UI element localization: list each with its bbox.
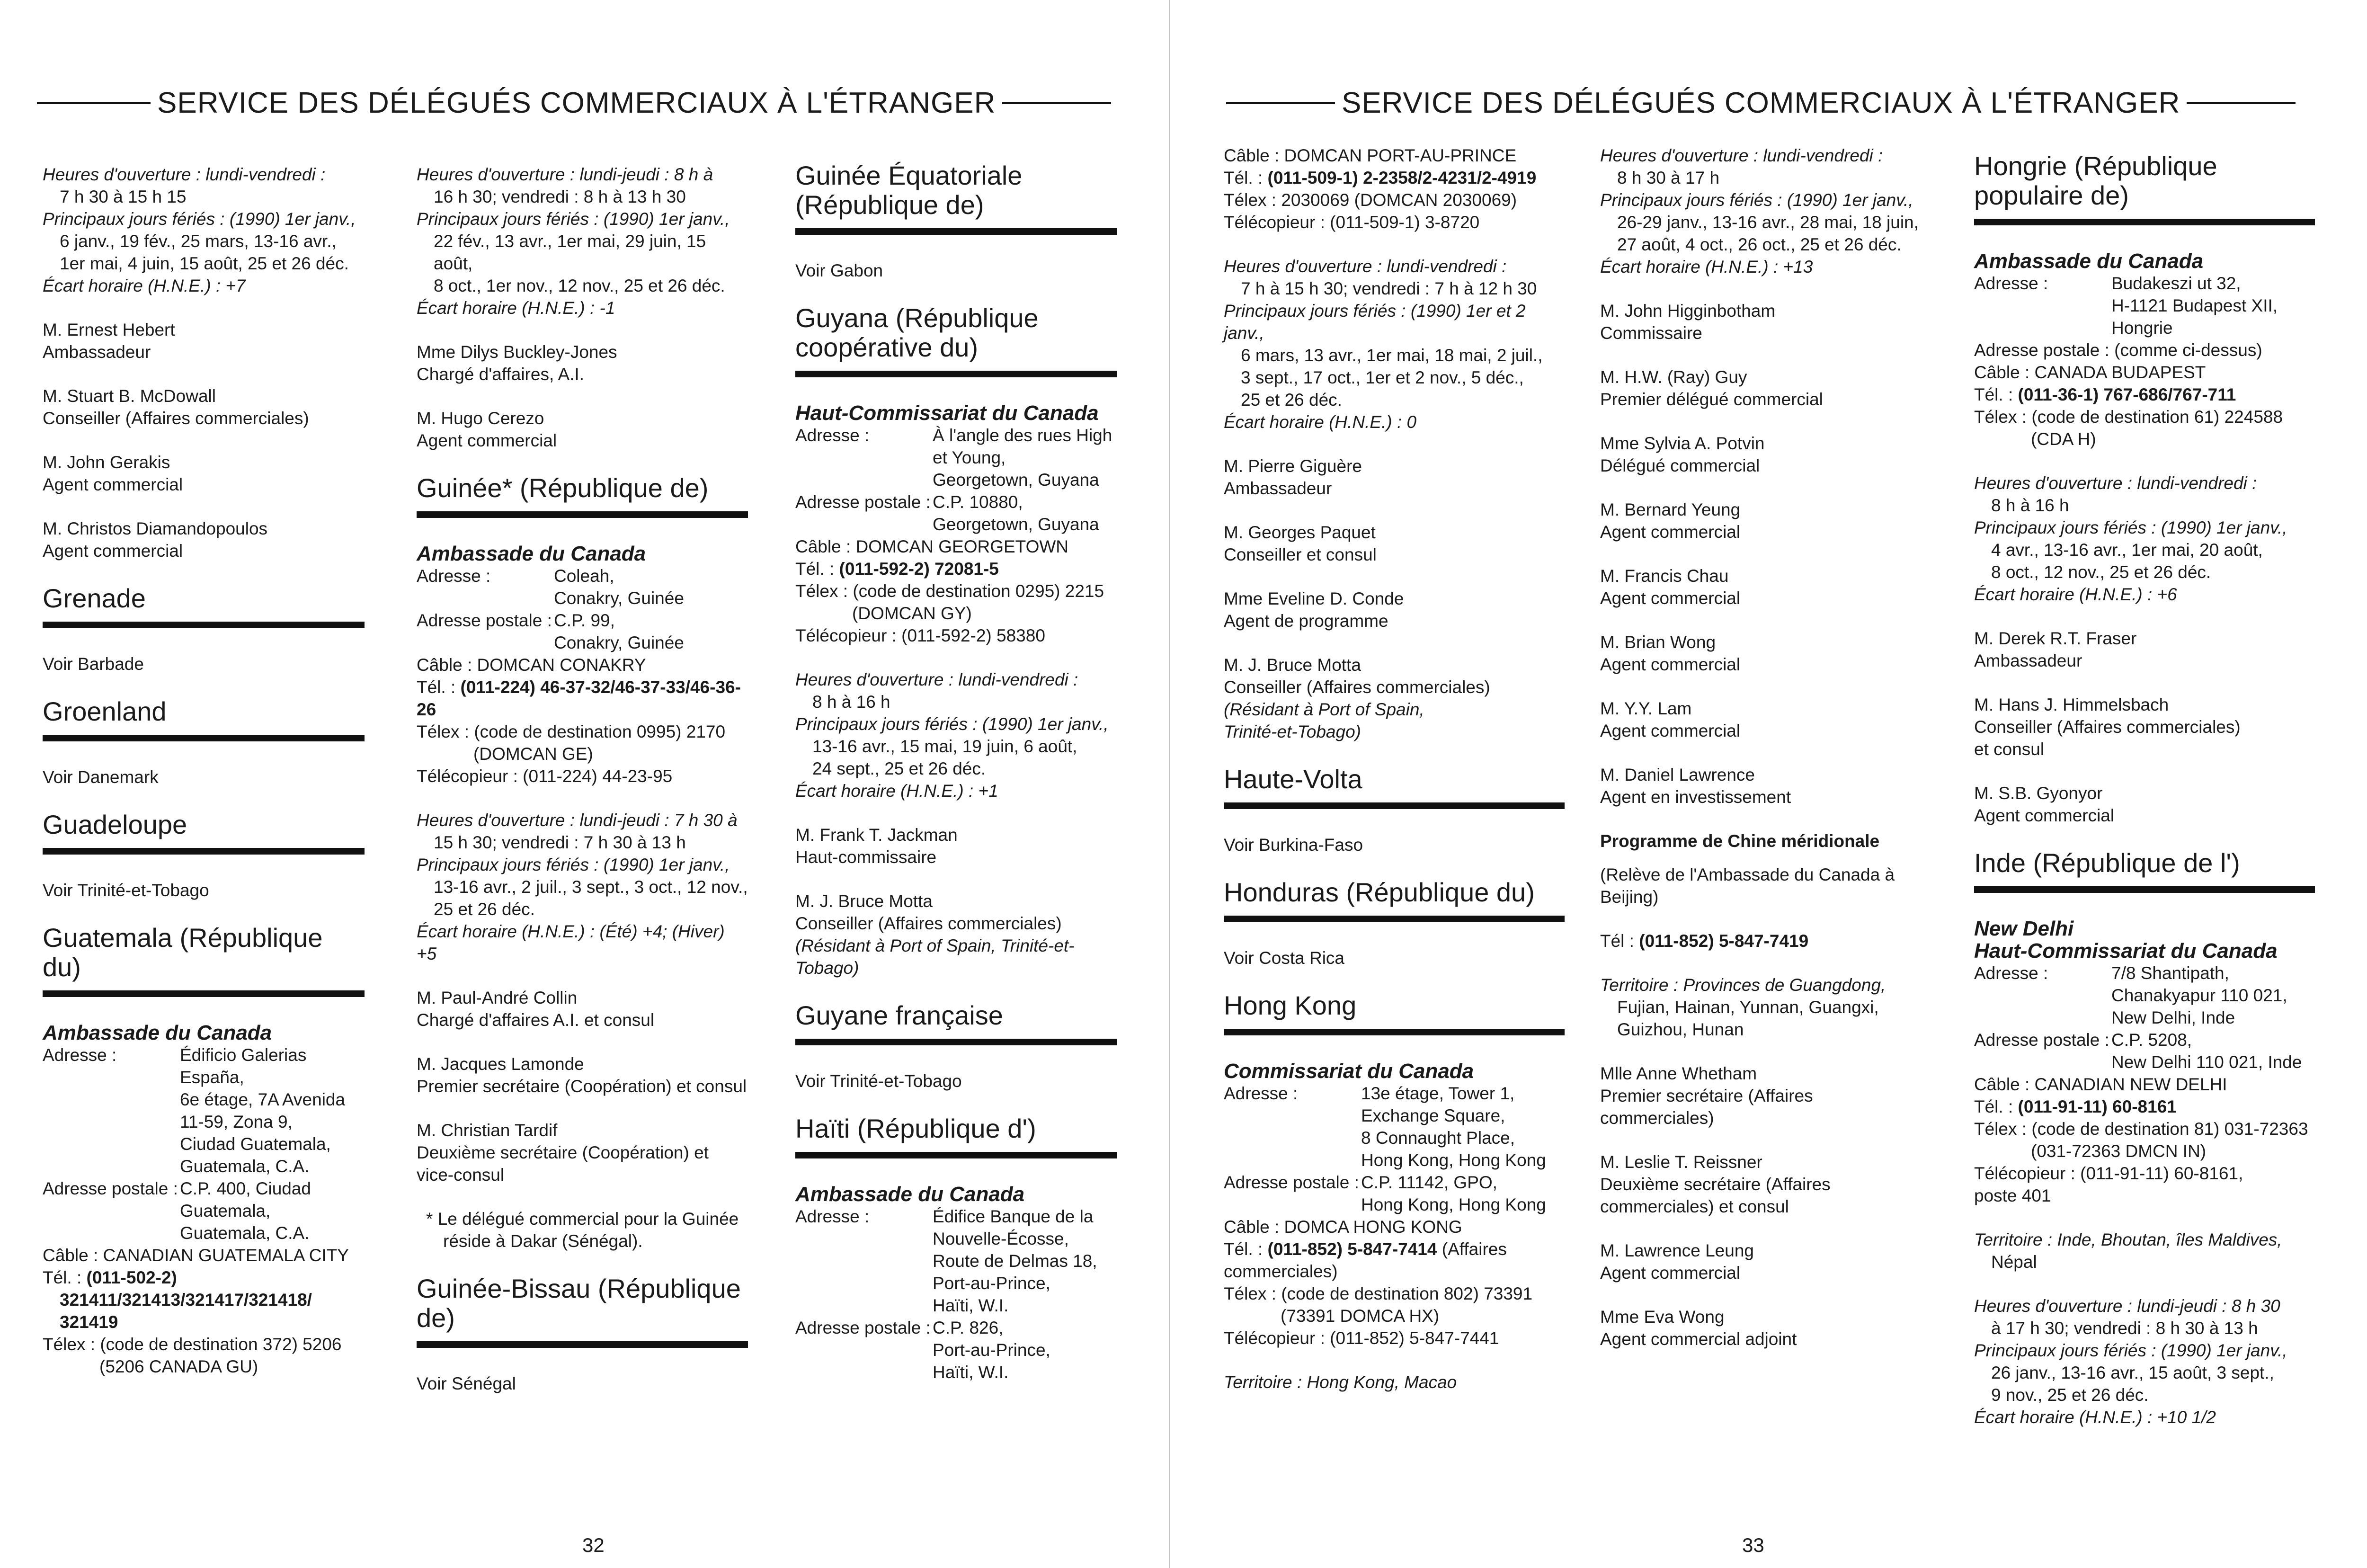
- section-title-guatemala: Guatemala (République du): [43, 923, 365, 997]
- mission-subtitle: Haut-Commissariat du Canada: [1974, 939, 2278, 962]
- see-reference: Voir Danemark: [43, 767, 159, 787]
- subsection-title: Programme de Chine méridionale: [1600, 831, 1880, 851]
- cable-line: Câble : DOMCAN GEORGETOWN: [795, 537, 1069, 556]
- telex-line: Télex : (code de destination 372) 5206: [43, 1335, 342, 1354]
- tel-line: Tél. : (011-502-2): [43, 1268, 177, 1287]
- tel-line: Tél. : (011-509-1) 2-2358/2-4231/2-4919: [1224, 168, 1537, 187]
- staff-entry: M. John Higginbotham Commissaire: [1600, 301, 1776, 343]
- staff-entry: Mme Eveline D. Conde Agent de programme: [1224, 589, 1404, 631]
- page-header-left: [37, 86, 1111, 120]
- address-row: Adresse : Édificio Galerias España, 6e étage, 7A Avenida 11-59, Zona 9, Ciudad Guatemala, Guatemala, C.A.: [43, 1045, 346, 1176]
- header-title: SERVICE DES DÉLÉGUÉS COMMERCIAUX À L'ÉTRANGER: [157, 87, 996, 119]
- postal-address-row: Adresse postale : C.P. 5208, New Delhi 110 021, Inde: [1974, 1030, 2302, 1072]
- see-reference: Voir Barbade: [43, 654, 144, 674]
- section-title-inde: Inde (République de l'): [1974, 848, 2315, 893]
- staff-entry: M. Brian Wong Agent commercial: [1600, 633, 1741, 674]
- mission-subtitle: Commissariat du Canada: [1224, 1060, 1474, 1083]
- fax-line: Télécopieur : (011-592-2) 58380: [795, 626, 1045, 645]
- section-title-hongrie: Hongrie (République populaire de): [1974, 151, 2315, 225]
- hours-block: Heures d'ouverture : lundi-vendredi : 7 h à 15 h 30; vendredi : 7 h à 12 h 30 Principaux jours fériés : (1990) 1er et 2 janv., 6 mars, 13 avr., 1er mai, 18 mai, 2 juil., 3 sept., 17 oct., 1er et 2 nov., 5 déc., 25 et 26 déc. Écart horaire (H.N.E.) : 0: [1224, 257, 1543, 432]
- address-row: Adresse : Édifice Banque de la Nouvelle-Écosse, Route de Delmas 18, Port-au-Prince, Haïti, W.I.: [795, 1207, 1097, 1315]
- tel-line: Tél. : (011-592-2) 72081-5: [795, 559, 999, 579]
- column-5: [1600, 144, 1931, 1372]
- see-reference: Voir Burkina-Faso: [1224, 835, 1363, 855]
- hours-block: Heures d'ouverture : lundi-jeudi : 8 h 30 à 17 h 30; vendredi : 8 h 30 à 13 h Principaux jours fériés : (1990) 1er janv., 26 janv., 13-16 avr., 15 août, 3 sept., 9 nov., 25 et 26 déc. Écart horaire (H.N.E.) : +10 1/2: [1974, 1296, 2287, 1427]
- staff-entry: M. Jacques Lamonde Premier secrétaire (Coopération) et consul: [417, 1054, 747, 1096]
- address-row: Adresse : 7/8 Shantipath, Chanakyapur 110 021, New Delhi, Inde: [1974, 963, 2287, 1027]
- telex-line: Télex : (code de destination 0295) 2215: [795, 581, 1104, 601]
- fax-line: Télécopieur : (011-224) 44-23-95: [417, 766, 673, 786]
- staff-entry: M. Francis Chau Agent commercial: [1600, 566, 1741, 608]
- hours-block: Heures d'ouverture : lundi-jeudi : 8 h à 16 h 30; vendredi : 8 h à 13 h 30 Principaux jours fériés : (1990) 1er janv., 22 fév., 13 avr., 1er mai, 29 juin, 15 août, 8 oct., 1er nov., 12 nov., 25 et 26 déc. Écart horaire (H.N.E.) : -1: [417, 165, 730, 318]
- postal-address-row: Adresse postale : C.P. 400, Ciudad Guatemala, Guatemala, C.A.: [43, 1179, 311, 1243]
- section-title-grenade: Grenade: [43, 584, 365, 628]
- mission-subtitle: Ambassade du Canada: [795, 1183, 1025, 1206]
- staff-entry: Mme Dilys Buckley-Jones Chargé d'affaires, A.I.: [417, 342, 617, 384]
- column-6: Hongrie (République populaire de) Ambassade du Canada Adresse : Budakeszi ut 32, H-1121 Budapest XII, Hongrie Adresse postale : (comme ci-dessus) Câble : CANADA BUDAPEST Tél. : (011-36-1) 767-686/767-711 Télex : (code de destination 61) 224588 (CDA H) Heures d'ouverture : lundi-vendredi : 8 h à 16 h Principaux jours fériés : (1990) 1er janv., 4 avr., 13-16 avr., 1er mai, 20 août, 8 oct., 12 nov., 25 et 26 déc. Écart horaire (H.N.E.) : +6 M. Derek R.T. Fraser Ambassadeur M. Hans J. Himmelsbach Conseiller (Affaires commerciales) et consul M. S.B. Gyonyor Agent commercial Inde (République de l') New Delhi Haut-Commissariat du Canada Adresse : 7/8 Shantipath, Chanakyapur 110 021, New Delhi, Inde Adresse postale : C.P. 5208, New Delhi 110 021, Inde Câble : CANADIAN NEW DELHI Tél. : (011-91-11) 60-8161 Télex : (code de destination 81) 031-72363 (031-72363 DMCN IN) Télécopieur : (011-91-11) 60-8161, poste 401 Territoire : Inde, Bhoutan, îles Maldives, Népal Heures d'ouverture : lundi-jeudi : 8 h 30 à 17 h 30; vendredi : 8 h 30 à 13 h Principaux jours fériés : (1990) 1er janv., 26 janv., 13-16 avr., 15 août, 3 sept., 9 nov., 25 et 26 déc. Écart horaire (H.N.E.) : +10 1/2: [1974, 142, 2315, 1450]
- section-title-groenland: Groenland: [43, 697, 365, 741]
- staff-entry: M. Georges Paquet Conseiller et consul: [1224, 523, 1377, 564]
- section-title-guinee: Guinée* (République de): [417, 473, 748, 518]
- section-title-hong-kong: Hong Kong: [1224, 991, 1565, 1035]
- staff-entry: Mlle Anne Whetham Premier secrétaire (Affaires commerciales): [1600, 1064, 1813, 1128]
- staff-entry: M. Lawrence Leung Agent commercial: [1600, 1241, 1754, 1283]
- section-title-guinee-equatoriale: Guinée Équatoriale (République de): [795, 161, 1117, 235]
- header-title: SERVICE DES DÉLÉGUÉS COMMERCIAUX À L'ÉTRANGER: [1342, 87, 2180, 119]
- see-reference: Voir Costa Rica: [1224, 948, 1344, 968]
- note: (Relève de l'Ambassade du Canada à Beijing): [1600, 865, 1895, 907]
- staff-entry: M. Paul-André Collin Chargé d'affaires A.I. et consul: [417, 988, 655, 1030]
- mission-subtitle: Ambassade du Canada: [1974, 249, 2204, 273]
- cable-line: Câble : CANADIAN GUATEMALA CITY: [43, 1246, 349, 1265]
- territory-block: Territoire : Provinces de Guangdong, Fujian, Hainan, Yunnan, Guangxi, Guizhou, Hunan: [1600, 975, 1886, 1039]
- staff-entry: M. Stuart B. McDowall Conseiller (Affaires commerciales): [43, 386, 309, 428]
- telex-line: Télex : (code de destination 0995) 2170: [417, 722, 726, 741]
- staff-entry: M. J. Bruce Motta Conseiller (Affaires commerciales) (Résidant à Port of Spain, Trinité-et-Tobago): [1224, 655, 1490, 741]
- staff-entry: M. S.B. Gyonyor Agent commercial: [1974, 784, 2115, 825]
- address-row: Adresse : 13e étage, Tower 1, Exchange Square, 8 Connaught Place, Hong Kong, Hong Kong: [1224, 1084, 1546, 1170]
- staff-entry: M. Hugo Cerezo Agent commercial: [417, 409, 557, 450]
- staff-entry: M. Christos Diamandopoulos Agent commercial: [43, 519, 268, 561]
- section-title-haiti: Haïti (République d'): [795, 1114, 1117, 1158]
- tel-line: Tél. : (011-224) 46-37-32/46-37-33/46-36-26: [417, 677, 741, 719]
- tel-line: Tél. : (011-36-1) 767-686/767-711: [1974, 385, 2236, 404]
- cable-line: Câble : DOMCA HONG KONG: [1224, 1217, 1462, 1237]
- address-row: Adresse : Coleah, Conakry, Guinée: [417, 566, 684, 608]
- staff-entry: Mme Sylvia A. Potvin Délégué commercial: [1600, 434, 1765, 475]
- postal-address-row: Adresse postale : C.P. 11142, GPO, Hong Kong, Hong Kong: [1224, 1173, 1546, 1214]
- section-title-guinee-bissau: Guinée-Bissau (République de): [417, 1274, 748, 1348]
- territory-block: Territoire : Inde, Bhoutan, îles Maldives, Népal: [1974, 1230, 2282, 1272]
- tel-line: Tél. : (011-91-11) 60-8161: [1974, 1097, 2177, 1116]
- cable-line: Câble : CANADIAN NEW DELHI: [1974, 1075, 2227, 1094]
- staff-entry: M. Christian Tardif Deuxième secrétaire (Coopération) et vice-consul: [417, 1121, 709, 1185]
- mission-subtitle: Ambassade du Canada: [43, 1021, 272, 1044]
- staff-entry: M. Daniel Lawrence Agent en investissement: [1600, 765, 1791, 807]
- staff-entry: M. Leslie T. Reissner Deuxième secrétaire (Affaires commerciales) et consul: [1600, 1152, 1831, 1216]
- staff-entry: M. H.W. (Ray) Guy Premier délégué commercial: [1600, 367, 1823, 409]
- mission-subtitle: Ambassade du Canada: [417, 542, 646, 565]
- address-row: Adresse : Budakeszi ut 32, H-1121 Budapest XII, Hongrie: [1974, 274, 2278, 338]
- staff-entry: M. Pierre Giguère Ambassadeur: [1224, 456, 1362, 498]
- staff-entry: M. Y.Y. Lam Agent commercial: [1600, 699, 1741, 740]
- tel-line: Tél : (011-852) 5-847-7419: [1600, 931, 1809, 951]
- hours-block: Heures d'ouverture : lundi-vendredi : 8 h 30 à 17 h Principaux jours fériés : (1990) 1er janv., 26-29 janv., 13-16 avr., 28 mai, 18 juin, 27 août, 4 oct., 26 oct., 25 et 26 déc. Écart horaire (H.N.E.) : +13: [1600, 146, 1919, 276]
- contact-block: [1224, 144, 1565, 233]
- hours-block: Heures d'ouverture : lundi-vendredi : 7 h 30 à 15 h 15 Principaux jours fériés : (1990) 1er janv., 6 janv., 19 fév., 25 mars, 13-16 avr., 1er mai, 4 juin, 15 août, 25 et 26 déc. Écart horaire (H.N.E.) : +7: [43, 165, 356, 295]
- column-2: Heures d'ouverture : lundi-jeudi : 8 h à 16 h 30; vendredi : 8 h à 13 h 30 Principaux jours fériés : (1990) 1er janv., 22 fév., 13 avr., 1er mai, 29 juin, 15 août, 8 oct., 1er nov., 12 nov., 25 et 26 déc. Écart horaire (H.N.E.) : -1 Mme Dilys Buckley-Jones Chargé d'affaires, A.I. M. Hugo Cerezo Agent commercial Guinée* (République de) Ambassade du Canada Adresse : Coleah, Conakry, Guinée Adresse postale : C.P. 99, Conakry, Guinée Câble : DOMCAN CONAKRY Tél. : (011-224) 46-37-32/46-37-33/46-36-26 Télex : (code de destination 0995) 2170 (DOMCAN GE) Télécopieur : (011-224) 44-23-95 Heures d'ouverture : lundi-jeudi : 7 h 30 à 15 h 30; vendredi : 7 h 30 à 13 h Principaux jours fériés : (1990) 1er janv., 13-16 avr., 2 juil., 3 sept., 3 oct., 12 nov., 25 et 26 déc. Écart horaire (H.N.E.) : (Été) +4; (Hiver) +5 M. Paul-André Collin Chargé d'affaires A.I. et consul M. Jacques Lamonde Premier secrétaire (Coopération) et consul M. Christian Tardif Deuxième secrétaire (Coopération) et vice-consul * Le délégué commercial pour la Guinée réside à Dakar (Sénégal). Guinée-Bissau (République de) Voir Sénégal: [417, 163, 748, 1417]
- telex-line: Télex : (code de destination 802) 73391: [1224, 1284, 1533, 1303]
- city-subtitle: New Delhi: [1974, 917, 2074, 940]
- telex-line: Télex : (code de destination 61) 224588: [1974, 407, 2283, 427]
- page-header-right: [1226, 86, 2296, 120]
- footnote: * Le délégué commercial pour la Guinée réside à Dakar (Sénégal).: [426, 1209, 739, 1251]
- telex-line: Télex : (code de destination 81) 031-72363: [1974, 1119, 2308, 1139]
- hours-block: Heures d'ouverture : lundi-jeudi : 7 h 30 à 15 h 30; vendredi : 7 h 30 à 13 h Principaux jours fériés : (1990) 1er janv., 13-16 avr., 2 juil., 3 sept., 3 oct., 12 nov., 25 et 26 déc. Écart horaire (H.N.E.) : (Été) +4; (Hiver) +5: [417, 811, 748, 963]
- staff-entry: M. John Gerakis Agent commercial: [43, 453, 183, 494]
- postal-address-line: Adresse postale : (comme ci-dessus): [1974, 340, 2262, 360]
- hours-block: Heures d'ouverture : lundi-vendredi : 8 h à 16 h Principaux jours fériés : (1990) 1er janv., 4 avr., 13-16 avr., 1er mai, 20 août, 8 oct., 12 nov., 25 et 26 déc. Écart horaire (H.N.E.) : +6: [1974, 473, 2287, 604]
- page-number-right: 33: [1742, 1534, 1764, 1556]
- staff-entry: M. J. Bruce Motta Conseiller (Affaires commerciales) (Résidant à Port of Spain, Trinité-et- Tobago): [795, 891, 1075, 978]
- staff-entry: M. Derek R.T. Fraser Ambassadeur: [1974, 629, 2137, 670]
- column-1: Heures d'ouverture : lundi-vendredi : 7 h 30 à 15 h 15 Principaux jours fériés : (1990) 1er janv., 6 janv., 19 fév., 25 mars, 13-16 avr., 1er mai, 4 juin, 15 août, 25 et 26 déc. Écart horaire (H.N.E.) : +7 M. Ernest Hebert Ambassadeur M. Stuart B. McDowall Conseiller (Affaires commerciales) M. John Gerakis Agent commercial M. Christos Diamandopoulos Agent commercial Grenade Voir Barbade Groenland Voir Danemark Guadeloupe Voir Trinité-et-Tobago Guatemala (République du) Ambassade du Canada Adresse : Édificio Galerias España, 6e étage, 7A Avenida 11-59, Zona 9, Ciudad Guatemala, Guatemala, C.A. Adresse postale : C.P. 400, Ciudad Guatemala, Guatemala, C.A. Câble : CANADIAN GUATEMALA CITY Tél. : (011-502-2) 321411/321413/321417/321418/ 321419 Télex : (code de destination 372) 5206 (5206 CANADA GU): [43, 163, 365, 1378]
- staff-entry: M. Hans J. Himmelsbach Conseiller (Affaires commerciales) et consul: [1974, 695, 2241, 759]
- section-title-haute-volta: Haute-Volta: [1224, 765, 1565, 809]
- cable-line: Câble : DOMCAN CONAKRY: [417, 655, 646, 675]
- territory-line: Territoire : Hong Kong, Macao: [1224, 1372, 1457, 1392]
- postal-address-row: Adresse postale : C.P. 826, Port-au-Prince, Haïti, W.I.: [795, 1318, 1050, 1382]
- see-reference: Voir Sénégal: [417, 1374, 516, 1393]
- cable-line: Câble : CANADA BUDAPEST: [1974, 363, 2206, 382]
- staff-entry: Mme Eva Wong Agent commercial adjoint: [1600, 1307, 1797, 1349]
- postal-address-row: Adresse postale : C.P. 10880, Georgetown, Guyana: [795, 492, 1099, 534]
- section-title-guadeloupe: Guadeloupe: [43, 810, 365, 855]
- section-title-guyane-francaise: Guyane française: [795, 1001, 1117, 1045]
- see-reference: Voir Trinité-et-Tobago: [795, 1071, 962, 1091]
- hours-block: Heures d'ouverture : lundi-vendredi : 8 h à 16 h Principaux jours fériés : (1990) 1er janv., 13-16 avr., 15 mai, 19 juin, 6 août, 24 sept., 25 et 26 déc. Écart horaire (H.N.E.) : +1: [795, 670, 1109, 801]
- see-reference: Voir Gabon: [795, 261, 883, 280]
- column-3: Guinée Équatoriale (République de) Voir Gabon Guyana (République coopérative du) Haut-Commissariat du Canada Adresse : À l'angle des rues High et Young, Georgetown, Guyana Adresse postale : C.P. 10880, Georgetown, Guyana Câble : DOMCAN GEORGETOWN Tél. : (011-592-2) 72081-5 Télex : (code de destination 0295) 2215 (DOMCAN GY) Télécopieur : (011-592-2) 58380 Heures d'ouverture : lundi-vendredi : 8 h à 16 h Principaux jours fériés : (1990) 1er janv., 13-16 avr., 15 mai, 19 juin, 6 août, 24 sept., 25 et 26 déc. Écart horaire (H.N.E.) : +1 M. Frank T. Jackman Haut-commissaire M. J. Bruce Motta Conseiller (Affaires commerciales) (Résidant à Port of Spain, Trinité-et- Tobago) Guyane française Voir Trinité-et-Tobago Haïti (République d') Ambassade du Canada Adresse : Édifice Banque de la Nouvelle-Écosse, Route de Delmas 18, Port-au-Prince, Haïti, W.I. Adresse postale : C.P. 826, Port-au-Prince, Haïti, W.I.: [795, 151, 1117, 1383]
- page-number-left: 32: [582, 1534, 605, 1556]
- staff-entry: M. Bernard Yeung Agent commercial: [1600, 500, 1741, 542]
- fax-line: Télécopieur : (011-509-1) 3-8720: [1224, 213, 1480, 232]
- page-gutter: [1169, 0, 1170, 1568]
- section-title-honduras: Honduras (République du): [1224, 878, 1565, 922]
- staff-entry: M. Ernest Hebert Ambassadeur: [43, 320, 175, 362]
- column-4: Câble : DOMCAN PORT-AU-PRINCE Tél. : (011-509-1) 2-2358/2-4231/2-4919 Télex : 2030069 (DOMCAN 2030069) Télécopieur : (011-509-1) 3-8720 Heures d'ouverture : lundi-vendredi : 7 h à 15 h 30; vendredi : 7 h à 12 h 30 Principaux jours fériés : (1990) 1er et 2 janv., 6 mars, 13 avr., 1er mai, 18 mai, 2 juil., 3 sept., 17 oct., 1er et 2 nov., 5 déc., 25 et 26 déc. Écart horaire (H.N.E.) : 0 M. Pierre Giguère Ambassadeur M. Georges Paquet Conseiller et consul Mme Eveline D. Conde Agent de programme M. J. Bruce Motta Conseiller (Affaires commerciales) (Résidant à Port of Spain, Trinité-et-Tobago) Haute-Volta Voir Burkina-Faso Honduras (République du) Voir Costa Rica Hong Kong Commissariat du Canada Adresse : 13e étage, Tower 1, Exchange Square, 8 Connaught Place, Hong Kong, Hong Kong Adresse postale : C.P. 11142, GPO, Hong Kong, Hong Kong Câble : DOMCA HONG KONG Tél. : (011-852) 5-847-7414 (Affaires commerciales) Télex : (code de destination 802) 73391 (73391 DOMCA HX) Télécopieur : (011-852) 5-847-7441 Territoire : Hong Kong, Macao: [1224, 144, 1565, 1393]
- cable-line: Câble : DOMCAN PORT-AU-PRINCE: [1224, 146, 1517, 165]
- fax-line: Télécopieur : (011-852) 5-847-7441: [1224, 1328, 1499, 1348]
- staff-entry: M. Frank T. Jackman Haut-commissaire: [795, 825, 958, 867]
- telex-line: Télex : 2030069 (DOMCAN 2030069): [1224, 190, 1517, 210]
- postal-address-row: Adresse postale : C.P. 99, Conakry, Guinée: [417, 611, 684, 652]
- mission-subtitle: Haut-Commissariat du Canada: [795, 401, 1099, 425]
- see-reference: Voir Trinité-et-Tobago: [43, 881, 209, 900]
- tel-line: Tél. : (011-852) 5-847-7414 (Affaires commerciales): [1224, 1239, 1507, 1281]
- fax-block: Télécopieur : (011-91-11) 60-8161, poste 401: [1974, 1164, 2243, 1205]
- address-row: Adresse : À l'angle des rues High et Young, Georgetown, Guyana: [795, 426, 1112, 490]
- section-title-guyana: Guyana (République coopérative du): [795, 303, 1117, 377]
